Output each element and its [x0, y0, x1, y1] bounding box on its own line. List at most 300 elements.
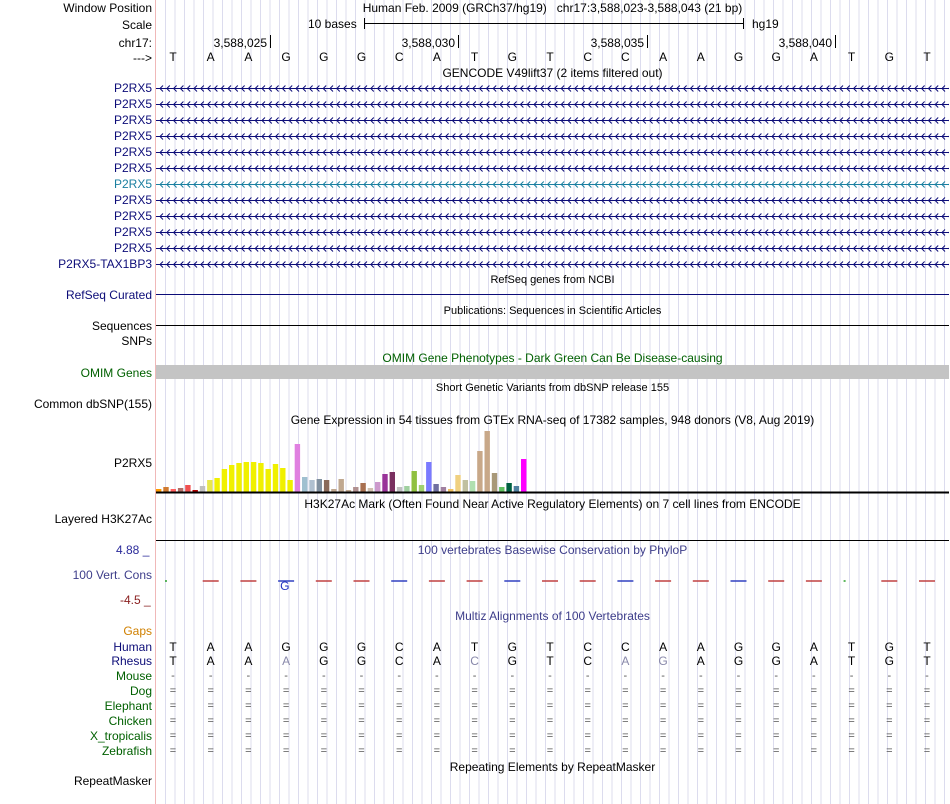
- base-letter: C: [621, 50, 630, 64]
- gencode-item-label[interactable]: P2RX5: [113, 225, 152, 239]
- gtex-tissue-bar[interactable]: [207, 480, 212, 492]
- multiz-base: =: [395, 715, 403, 727]
- multiz-base: =: [509, 715, 516, 727]
- phylop-track-label[interactable]: 100 Vert. Cons: [72, 568, 152, 582]
- multiz-base: A: [244, 640, 253, 654]
- multiz-base: -: [623, 670, 628, 682]
- multiz-base: =: [772, 700, 780, 712]
- gtex-tissue-bar[interactable]: [441, 487, 446, 492]
- gtex-tissue-bar[interactable]: [382, 474, 387, 492]
- refseq-track-label[interactable]: RefSeq Curated: [65, 288, 152, 302]
- coordinate-tick: [647, 35, 648, 48]
- gtex-track-label[interactable]: P2RX5: [113, 456, 152, 470]
- multiz-base: =: [735, 700, 742, 712]
- multiz-base: =: [659, 730, 667, 742]
- snps-track-label[interactable]: SNPs: [121, 334, 152, 348]
- gtex-tissue-bar[interactable]: [229, 465, 234, 492]
- gtex-bar-chart[interactable]: [156, 428, 949, 494]
- multiz-base: =: [886, 730, 893, 742]
- multiz-base: =: [848, 715, 855, 727]
- gencode-feature-arrows[interactable]: [156, 212, 949, 221]
- multiz-base: =: [923, 745, 931, 757]
- gtex-tissue-bar[interactable]: [492, 473, 497, 492]
- multiz-base: =: [848, 685, 855, 697]
- base-letter: G: [733, 50, 744, 64]
- multiz-base: T: [923, 654, 931, 668]
- multiz-base: -: [284, 670, 288, 682]
- gtex-tissue-bar[interactable]: [499, 487, 504, 492]
- gtex-tissue-bar[interactable]: [360, 483, 365, 492]
- multiz-gaps-label: Gaps: [123, 624, 152, 638]
- coordinate-label: 3,588,035: [590, 36, 644, 50]
- gtex-tissue-bar[interactable]: [309, 480, 314, 492]
- multiz-base: =: [622, 700, 629, 712]
- gencode-feature-arrows[interactable]: [156, 260, 949, 269]
- base-letter: A: [206, 50, 215, 64]
- multiz-base: A: [809, 654, 818, 668]
- multiz-base: =: [169, 730, 177, 742]
- phylop-signal[interactable]: [156, 574, 949, 596]
- multiz-base: -: [698, 670, 703, 682]
- multiz-base: =: [395, 730, 403, 742]
- dbsnp-track-label[interactable]: Common dbSNP(155): [33, 397, 152, 411]
- base-letter: G: [356, 50, 367, 64]
- multiz-base: C: [583, 640, 593, 654]
- h3k27ac-track-title: H3K27Ac Mark (Often Found Near Active Regulatory Elements) on 7 cell lines from ENCODE: [304, 497, 801, 511]
- gencode-item-label[interactable]: P2RX5: [113, 209, 152, 223]
- gtex-tissue-bar[interactable]: [317, 479, 322, 492]
- multiz-base: C: [621, 640, 630, 654]
- multiz-base: -: [397, 670, 402, 682]
- multiz-base: =: [735, 715, 742, 727]
- gtex-tissue-bar[interactable]: [404, 486, 409, 492]
- coordinate-tick: [458, 35, 459, 48]
- coordinate-label: 3,588,025: [213, 36, 267, 50]
- h3k27ac-track-label[interactable]: Layered H3K27Ac: [54, 512, 152, 526]
- coordinate-label: 3,588,040: [778, 36, 832, 50]
- multiz-base: =: [546, 685, 554, 697]
- multiz-base: G: [319, 654, 329, 668]
- refseq-feature-line[interactable]: [156, 294, 949, 295]
- gtex-tissue-bar[interactable]: [419, 485, 424, 492]
- multiz-base: G: [884, 654, 894, 668]
- multiz-base: G: [319, 640, 329, 654]
- multiz-base: =: [848, 700, 855, 712]
- gencode-item-label[interactable]: P2RX5: [113, 193, 152, 207]
- multiz-base: =: [471, 715, 478, 727]
- multiz-base: =: [923, 730, 931, 742]
- gencode-feature-arrows[interactable]: [156, 180, 949, 189]
- multiz-base: =: [810, 715, 818, 727]
- multiz-base: =: [433, 745, 441, 757]
- multiz-base: =: [282, 730, 290, 742]
- multiz-base: G: [733, 654, 744, 668]
- multiz-base: =: [433, 715, 441, 727]
- gtex-tissue-bar[interactable]: [258, 463, 263, 492]
- multiz-base: A: [206, 654, 215, 668]
- multiz-base: =: [810, 730, 818, 742]
- multiz-base: =: [622, 745, 629, 757]
- coordinate-label: 3,588,030: [401, 36, 455, 50]
- base-letter: T: [546, 50, 554, 64]
- multiz-base: T: [847, 654, 856, 668]
- gtex-tissue-bar[interactable]: [200, 486, 205, 492]
- gencode-feature-arrows[interactable]: [156, 228, 949, 237]
- strand-label: --->: [133, 51, 152, 65]
- multiz-base: G: [771, 640, 781, 654]
- base-letter: A: [809, 50, 818, 64]
- multiz-base: =: [810, 745, 818, 757]
- multiz-base: =: [622, 730, 629, 742]
- multiz-base: =: [245, 715, 252, 727]
- coordinate-tick: [270, 35, 271, 48]
- base-letter: A: [244, 50, 253, 64]
- multiz-base: =: [848, 745, 855, 757]
- multiz-species-label[interactable]: Elephant: [104, 699, 152, 713]
- multiz-base: G: [507, 654, 517, 668]
- multiz-base: =: [471, 700, 478, 712]
- multiz-base: =: [320, 715, 328, 727]
- multiz-base: -: [246, 670, 251, 682]
- base-letter: G: [771, 50, 781, 64]
- gencode-feature-arrows[interactable]: [156, 244, 949, 253]
- multiz-base: A: [659, 640, 668, 654]
- multiz-base: =: [320, 745, 328, 757]
- base-letter: T: [169, 50, 177, 64]
- multiz-base: =: [622, 685, 629, 697]
- multiz-base: =: [509, 700, 516, 712]
- multiz-base: T: [546, 654, 554, 668]
- multiz-base: A: [696, 654, 705, 668]
- multiz-base: -: [435, 670, 439, 682]
- multiz-base: =: [735, 685, 742, 697]
- gtex-tissue-bar[interactable]: [477, 451, 482, 492]
- gtex-tissue-bar[interactable]: [506, 483, 511, 492]
- gtex-tissue-bar[interactable]: [426, 462, 431, 492]
- gencode-feature-arrows[interactable]: [156, 84, 949, 93]
- multiz-base: =: [245, 730, 252, 742]
- multiz-base: =: [886, 745, 893, 757]
- gencode-item-label[interactable]: P2RX5: [113, 113, 152, 127]
- multiz-base: =: [245, 685, 252, 697]
- gtex-tissue-bar[interactable]: [251, 462, 256, 492]
- gtex-tissue-bar[interactable]: [185, 485, 190, 492]
- gencode-item-label[interactable]: P2RX5: [113, 161, 152, 175]
- gtex-tissue-bar[interactable]: [353, 487, 358, 492]
- multiz-base: =: [886, 715, 893, 727]
- omim-track-label[interactable]: OMIM Genes: [80, 366, 152, 380]
- multiz-base: =: [584, 745, 591, 757]
- multiz-base: =: [848, 730, 855, 742]
- multiz-base: =: [207, 715, 214, 727]
- base-letter: G: [884, 50, 894, 64]
- gencode-feature-arrows[interactable]: [156, 196, 949, 205]
- multiz-base: -: [359, 670, 364, 682]
- publications-track-label[interactable]: Sequences: [91, 319, 152, 333]
- multiz-base: T: [923, 640, 931, 654]
- multiz-base: C: [470, 654, 479, 668]
- base-letter: C: [583, 50, 593, 64]
- multiz-base: =: [584, 685, 591, 697]
- multiz-base: -: [774, 670, 779, 682]
- multiz-base: =: [320, 730, 328, 742]
- chrom-label: chr17:: [118, 36, 152, 50]
- multiz-base: A: [432, 654, 441, 668]
- multiz-base: A: [696, 640, 705, 654]
- multiz-base: A: [282, 654, 291, 668]
- multiz-base: T: [169, 654, 177, 668]
- multiz-species-label[interactable]: Zebrafish: [101, 744, 152, 758]
- gencode-item-label[interactable]: P2RX5: [113, 145, 152, 159]
- multiz-base: -: [812, 670, 816, 682]
- gtex-tissue-bar[interactable]: [222, 469, 227, 492]
- gtex-tissue-bar[interactable]: [178, 488, 183, 492]
- base-letter: A: [696, 50, 705, 64]
- dbsnp-track-title: Short Genetic Variants from dbSNP release 155: [435, 382, 670, 394]
- base-letter: T: [923, 50, 931, 64]
- multiz-base: T: [847, 640, 856, 654]
- publications-feature-line[interactable]: [156, 325, 949, 326]
- multiz-base: A: [809, 640, 818, 654]
- multiz-base: =: [320, 685, 328, 697]
- multiz-base: A: [244, 654, 253, 668]
- multiz-base: G: [507, 640, 517, 654]
- multiz-base: -: [887, 670, 892, 682]
- multiz-base: =: [169, 700, 177, 712]
- multiz-base: =: [923, 715, 931, 727]
- multiz-base: =: [546, 715, 554, 727]
- scale-bar: [364, 18, 744, 29]
- gtex-tissue-bar[interactable]: [339, 479, 344, 492]
- gencode-track-title: GENCODE V49lift37 (2 items filtered out): [442, 66, 663, 80]
- repeatmasker-track-label[interactable]: RepeatMasker: [73, 774, 152, 788]
- gtex-tissue-bar[interactable]: [266, 469, 271, 492]
- gtex-tissue-bar[interactable]: [368, 488, 373, 492]
- multiz-base: -: [736, 670, 741, 682]
- multiz-base: -: [208, 670, 213, 682]
- multiz-base: =: [697, 745, 705, 757]
- gencode-item-label[interactable]: P2RX5: [113, 241, 152, 255]
- multiz-species-label[interactable]: Dog: [129, 684, 152, 698]
- window-position-label: Window Position: [63, 1, 152, 15]
- multiz-base: C: [583, 654, 593, 668]
- multiz-base: =: [584, 700, 591, 712]
- multiz-base: G: [356, 654, 367, 668]
- gtex-tissue-bar[interactable]: [163, 487, 168, 492]
- scale-db: hg19: [752, 17, 779, 31]
- gencode-feature-arrows[interactable]: [156, 148, 949, 157]
- base-letter: T: [470, 50, 479, 64]
- multiz-base: =: [584, 730, 591, 742]
- gencode-item-label[interactable]: P2RX5: [113, 97, 152, 111]
- multiz-base: =: [169, 685, 177, 697]
- multiz-base: =: [471, 730, 478, 742]
- multiz-base: =: [886, 685, 893, 697]
- gtex-tissue-bar[interactable]: [214, 478, 219, 492]
- multiz-base: =: [772, 715, 780, 727]
- gtex-tissue-bar[interactable]: [302, 477, 307, 492]
- gtex-tissue-bar[interactable]: [244, 462, 249, 492]
- gtex-tissue-bar[interactable]: [514, 486, 519, 492]
- gtex-tissue-bar[interactable]: [463, 480, 468, 492]
- multiz-base: =: [207, 730, 214, 742]
- gtex-tissue-bar[interactable]: [375, 482, 380, 492]
- gtex-tissue-bar[interactable]: [433, 484, 438, 492]
- scale-text: 10 bases: [308, 17, 357, 31]
- gtex-tissue-bar[interactable]: [485, 431, 490, 492]
- multiz-base: =: [282, 715, 290, 727]
- multiz-base: =: [395, 700, 403, 712]
- multiz-base: T: [470, 640, 479, 654]
- multiz-species-label[interactable]: Mouse: [115, 669, 152, 683]
- phylop-conserved-base: G: [280, 579, 290, 593]
- multiz-base: C: [394, 640, 404, 654]
- multiz-base: =: [697, 715, 705, 727]
- multiz-base: =: [207, 700, 214, 712]
- gencode-item-label[interactable]: P2RX5-TAX1BP3: [58, 257, 152, 271]
- base-letter: T: [847, 50, 856, 64]
- multiz-base: =: [659, 745, 667, 757]
- gtex-tissue-bar[interactable]: [521, 459, 526, 492]
- multiz-base: G: [356, 640, 367, 654]
- multiz-base: G: [281, 640, 291, 654]
- multiz-base: -: [510, 670, 515, 682]
- multiz-base: =: [395, 685, 403, 697]
- omim-feature-bar[interactable]: [156, 365, 949, 379]
- multiz-base: =: [471, 745, 478, 757]
- multiz-base: =: [622, 715, 629, 727]
- multiz-base: =: [433, 730, 441, 742]
- base-letter: C: [394, 50, 404, 64]
- multiz-base: C: [394, 654, 404, 668]
- base-letter: A: [659, 50, 668, 64]
- repeatmasker-track-title: Repeating Elements by RepeatMasker: [449, 760, 656, 774]
- publications-track-title: Publications: Sequences in Scientific Articles: [443, 305, 662, 317]
- multiz-base: -: [472, 670, 477, 682]
- base-letter: G: [281, 50, 291, 64]
- multiz-base: -: [925, 670, 929, 682]
- gtex-tissue-bar[interactable]: [470, 481, 475, 492]
- multiz-base: -: [585, 670, 590, 682]
- multiz-base: =: [509, 730, 516, 742]
- multiz-base: A: [432, 640, 441, 654]
- multiz-base: =: [169, 715, 177, 727]
- multiz-track-title: Multiz Alignments of 100 Vertebrates: [455, 609, 650, 623]
- multiz-base: =: [546, 700, 554, 712]
- multiz-species-label[interactable]: X_tropicalis: [89, 729, 152, 743]
- multiz-base: =: [659, 685, 667, 697]
- multiz-base: =: [772, 730, 780, 742]
- multiz-base: =: [320, 700, 328, 712]
- multiz-base: =: [245, 745, 252, 757]
- multiz-base: G: [884, 640, 894, 654]
- multiz-base: =: [735, 745, 742, 757]
- gtex-tissue-bar[interactable]: [273, 464, 278, 492]
- multiz-species-label[interactable]: Human: [113, 640, 152, 654]
- multiz-base: =: [282, 685, 290, 697]
- multiz-species-label[interactable]: Chicken: [108, 714, 152, 728]
- multiz-base: =: [546, 745, 554, 757]
- multiz-base: =: [886, 700, 893, 712]
- gtex-tissue-bar[interactable]: [280, 468, 285, 492]
- multiz-base: =: [245, 700, 252, 712]
- multiz-base: =: [697, 730, 705, 742]
- multiz-base: =: [659, 715, 667, 727]
- refseq-track-title: RefSeq genes from NCBI: [490, 274, 615, 286]
- gtex-tissue-bar[interactable]: [324, 480, 329, 492]
- gencode-feature-arrows[interactable]: [156, 132, 949, 141]
- gencode-feature-arrows[interactable]: [156, 164, 949, 173]
- multiz-base: T: [546, 640, 554, 654]
- multiz-base: =: [282, 745, 290, 757]
- multiz-base: =: [395, 745, 403, 757]
- gtex-tissue-bar[interactable]: [236, 463, 241, 492]
- multiz-base: =: [810, 700, 818, 712]
- multiz-base: =: [433, 700, 441, 712]
- multiz-base: =: [772, 685, 780, 697]
- multiz-base: =: [509, 685, 516, 697]
- multiz-base: -: [548, 670, 552, 682]
- multiz-base: =: [207, 745, 214, 757]
- multiz-base: A: [206, 640, 215, 654]
- gencode-feature-arrows[interactable]: [156, 100, 949, 109]
- gtex-track-title: Gene Expression in 54 tissues from GTEx RNA-seq of 17382 samples, 948 donors (V8, Aug 2019): [290, 413, 815, 427]
- phylop-max-label: 4.88 _: [116, 543, 150, 557]
- multiz-base: =: [433, 685, 441, 697]
- multiz-base: =: [923, 700, 931, 712]
- multiz-base: =: [282, 700, 290, 712]
- multiz-base: =: [509, 745, 516, 757]
- multiz-species-label[interactable]: Rhesus: [111, 654, 152, 668]
- scale-label: Scale: [121, 18, 152, 32]
- multiz-base: G: [658, 654, 668, 668]
- gencode-item-label[interactable]: P2RX5: [113, 177, 152, 191]
- window-position-value: Human Feb. 2009 (GRCh37/hg19) chr17:3,588,023-3,588,043 (21 bp): [362, 1, 743, 15]
- multiz-base: =: [358, 685, 365, 697]
- multiz-base: =: [659, 700, 667, 712]
- base-letter: G: [507, 50, 517, 64]
- multiz-base: -: [171, 670, 175, 682]
- gtex-tissue-bar[interactable]: [295, 444, 300, 492]
- multiz-base: =: [169, 745, 177, 757]
- phylop-min-label: -4.5 _: [120, 593, 151, 607]
- gencode-item-label[interactable]: P2RX5: [113, 81, 152, 95]
- multiz-base: =: [810, 685, 818, 697]
- gencode-feature-arrows[interactable]: [156, 116, 949, 125]
- multiz-base: =: [923, 685, 931, 697]
- multiz-base: T: [169, 640, 177, 654]
- multiz-base: =: [358, 700, 365, 712]
- gtex-tissue-bar[interactable]: [397, 487, 402, 492]
- coordinate-tick: [835, 35, 836, 48]
- phylop-track-title: 100 vertebrates Basewise Conservation by PhyloP: [417, 543, 688, 557]
- multiz-base: =: [735, 730, 742, 742]
- omim-track-title: OMIM Gene Phenotypes - Dark Green Can Be Disease-causing: [382, 351, 723, 365]
- gtex-tissue-bar[interactable]: [390, 472, 395, 492]
- multiz-base: =: [772, 745, 780, 757]
- multiz-base: =: [207, 685, 214, 697]
- gtex-tissue-bar[interactable]: [412, 471, 417, 492]
- multiz-base: =: [584, 715, 591, 727]
- gtex-tissue-bar[interactable]: [287, 480, 292, 492]
- multiz-base: -: [661, 670, 665, 682]
- gencode-item-label[interactable]: P2RX5: [113, 129, 152, 143]
- multiz-base: G: [771, 654, 781, 668]
- h3k27ac-baseline: [156, 540, 949, 541]
- base-letter: G: [319, 50, 329, 64]
- multiz-base: G: [733, 640, 744, 654]
- gtex-tissue-bar[interactable]: [455, 475, 460, 492]
